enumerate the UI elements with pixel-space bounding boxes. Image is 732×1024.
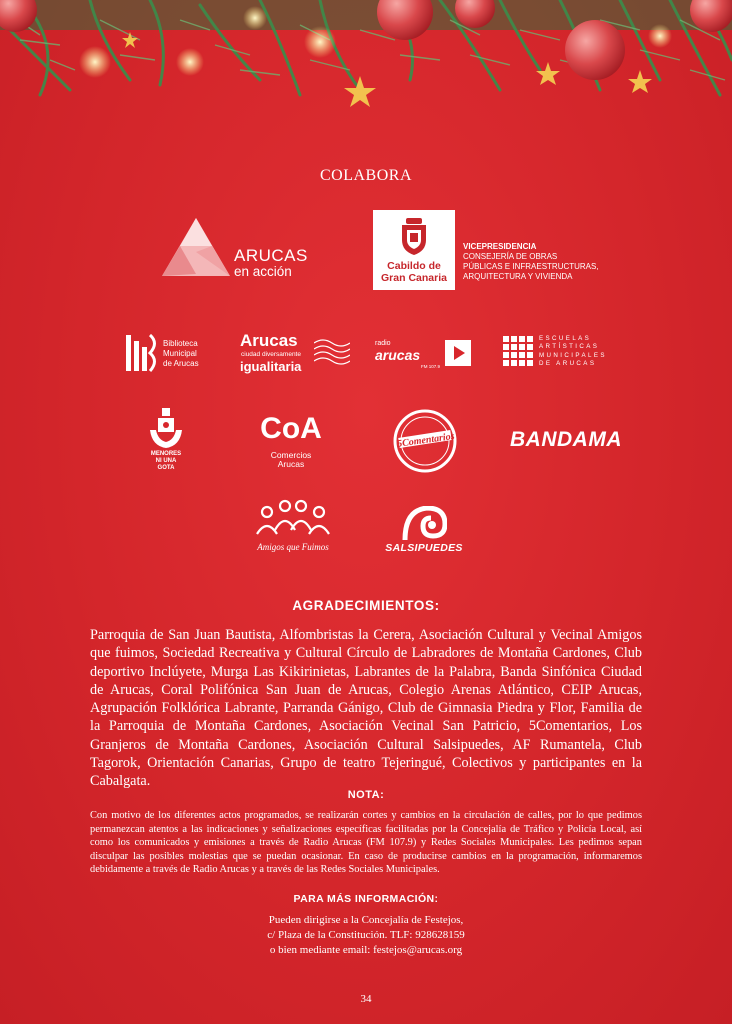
logo-coa-comercios xyxy=(260,413,322,475)
radio-play-icon xyxy=(441,336,475,370)
colabora-heading: COLABORA xyxy=(319,167,412,184)
igualitaria-l3: igualitaria xyxy=(240,359,302,374)
christmas-garland xyxy=(0,0,732,110)
logo-arucas-igualitaria xyxy=(240,331,350,375)
agradecimientos-text: Parroquia de San Juan Bautista, Alfombristas la Cerera, Asociación Cultural y Vecinal Amigos que fuimos, Sociedad Recreativa y Cultural Círculo de Labradores de Montaña Cardones, Club deportivo Inclúyete, Murga Las Kikirinietas, Labrantes de la Palabra, Banda Sinfónica Ciudad de Arucas, Coral Polifónica San Juan de Arucas, Colegio Arenas Atlántico, CEIP Arucas, Agrupación Folklórica Labrante, Parranda Gánigo, Club de Gimnasia Piedra y Flor, Familia de la Parroquia de Montaña Cardones, Asociación Vecinal San Patricio, 5Comentarios, Los Granjeros de Montaña Cardones, Asociación Cultural Salsipuedes, AF Rumantela, Club Tagorok, Orientación Canarias, Grupo de teatro Tejeringué, Colectivos y participantes en la Cabalgata. xyxy=(90,627,642,790)
info-line-3: o bien mediante email: festejos@arucas.org xyxy=(269,944,463,957)
logo-arucas-en-accion xyxy=(160,216,310,280)
coa-l3: Arucas xyxy=(277,459,305,469)
escuelas-l2: ARTÍSTICAS xyxy=(539,343,600,351)
info-heading: PARA MÁS INFORMACIÓN: xyxy=(293,893,439,905)
igualitaria-l2: ciudad diversamente xyxy=(241,351,301,358)
logo-salsipuedes xyxy=(374,506,474,556)
book-columns-icon xyxy=(125,333,159,373)
agradecimientos-heading: AGRADECIMIENTOS: xyxy=(292,598,440,613)
logo-accion-text: en acción xyxy=(234,264,292,279)
logo-5comentarios xyxy=(393,409,457,473)
coa-l2: Comercios xyxy=(270,450,312,460)
biblioteca-l3: de Arucas xyxy=(163,359,199,368)
salsipuedes-text: SALSIPUEDES xyxy=(385,542,463,554)
hand-drop-icon xyxy=(146,406,186,450)
logo-arucas-text: ARUCAS xyxy=(234,246,308,265)
coa-l1: CoA xyxy=(260,412,322,445)
radio-l1: radio xyxy=(375,340,391,347)
nota-heading: NOTA: xyxy=(347,789,385,801)
logo-menores-ni-una-gota xyxy=(146,406,186,476)
radio-l3: FM 107.9 xyxy=(421,364,441,369)
cabildo-line2: Gran Canaria xyxy=(381,272,447,284)
logo-radio-arucas xyxy=(375,336,479,372)
amigos-text: Amigos que Fuimos xyxy=(257,542,329,552)
menores-l2: NI UNA xyxy=(155,458,177,464)
escuelas-l1: ESCUELAS xyxy=(539,335,592,342)
menores-l1: MENORES xyxy=(150,451,182,457)
igualitaria-l1: Arucas xyxy=(240,331,298,350)
cabildo-consejeria-2: PÚBLICAS E INFRAESTRUCTURAS, xyxy=(463,262,599,271)
escuelas-l3: MUNICIPALES xyxy=(539,351,607,359)
biblioteca-l2: Municipal xyxy=(163,349,197,358)
wave-swirl-icon xyxy=(401,506,447,542)
coat-of-arms-icon xyxy=(399,216,429,256)
people-circle-icon xyxy=(255,498,331,538)
nota-text: Con motivo de los diferentes actos programados, se realizarán cortes y cambios en la circulación de calles, por lo que pedimos permanezcan atentos a las indicaciones y señalizaciones específicas facilitadas por la Concejalía de Tráfico y Policía Local, así como los comunicados y emisiones a través de Radio Arucas (FM 107.9) y Redes Sociales Municipales. Les pedimos sepan disculpar las posibles molestias que se puedan ocasionar. En caso de producirse cambios en la programación, informaremos debidamente a través de Radio Arucas y a través de las Redes Sociales Municipales. xyxy=(90,810,642,876)
cabildo-vice: VICEPRESIDENCIA xyxy=(463,242,537,251)
logo-biblioteca-municipal xyxy=(125,333,215,377)
info-line-1: Pueden dirigirse a la Concejalía de Festejos, xyxy=(268,914,464,926)
cabildo-consejeria-1: CONSEJERÍA DE OBRAS xyxy=(463,252,558,261)
cabildo-badge xyxy=(373,210,455,290)
page-number: 34 xyxy=(360,993,372,1005)
info-block xyxy=(0,913,732,959)
cabildo-line1: Cabildo de xyxy=(387,260,441,272)
menores-l3: GOTA xyxy=(157,465,175,471)
grid-icon xyxy=(503,336,533,366)
logo-escuelas-artisticas xyxy=(503,334,615,372)
comentarios-text: 5Comentarios xyxy=(396,430,456,450)
logo-cabildo-gran-canaria xyxy=(373,210,623,292)
radio-l2: arucas xyxy=(375,347,421,363)
escuelas-l4: DE ARUCAS xyxy=(539,360,597,368)
logo-amigos-que-fuimos xyxy=(255,498,331,558)
wave-lines-icon xyxy=(314,337,350,367)
logo-bandama: BANDAMA xyxy=(510,428,622,451)
cabildo-consejeria-3: ARQUITECTURA Y VIVIENDA xyxy=(463,272,573,281)
info-line-2: c/ Plaza de la Constitución. TLF: 928628159 xyxy=(267,929,465,942)
triangle-logo-icon xyxy=(160,216,232,278)
biblioteca-l1: Biblioteca xyxy=(163,339,198,348)
